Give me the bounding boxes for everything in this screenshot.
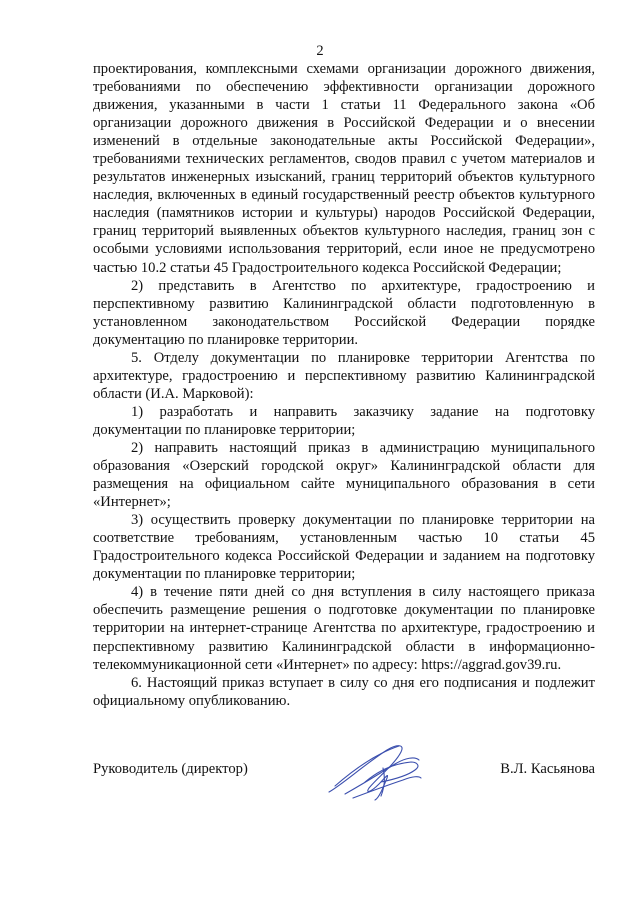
paragraph-section-5: 5. Отделу документации по планировке территории Агентства по архитектуре, градостроению и перспективному развитию Калининградской области (И.А. Марковой):: [93, 349, 595, 402]
paragraph-item-5-4: 4) в течение пяти дней со дня вступления в силу настоящего приказа обеспечить размещение решения о подготовке документации по планировке территории на интернет-странице Агентства по архитектуре, градостроению и перспективному развитию Калининградской области в информационно-телекоммуникационной сети «Интернет» по адресу: https://aggrad.gov39.ru.: [93, 584, 595, 673]
signatory-name: В.Л. Касьянова: [500, 761, 595, 777]
paragraph-item-4-2: 2) представить в Агентство по архитектуре, градостроению и перспективному развитию Калининградской области подготовленную в установленном законодательством Российской Федерации порядке документацию по планировке территории.: [93, 277, 595, 348]
page-number: 2: [316, 43, 324, 59]
paragraph-item-5-1: 1) разработать и направить заказчику задание на подготовку документации по планировке территории;: [93, 403, 595, 438]
paragraph-item-5-2: 2) направить настоящий приказ в администрацию муниципального образования «Озерский городской округ» Калининградской области для размещения на официальном сайте муниципального образования в сети «Интернет»;: [93, 439, 595, 511]
document-body: [93, 60, 595, 710]
paragraph-item-5-3: 3) осуществить проверку документации по планировке территории на соответствие требованиям, установленным частью 10 статьи 45 Градостроительного кодекса Российской Федерации и заданием на подготовку документации по планировке территории;: [93, 512, 595, 583]
signature-block: [93, 742, 595, 812]
paragraph-continuation: проектирования, комплексными схемами организации дорожного движения, требованиями по обеспечению эффективности организации дорожного движения, указанными в части 1 статьи 11 Федерального закона «Об организации дорожного движения в Российской Федерации и о внесении изменений в отдельные законодательные акты Российской Федерации», требованиями технических регламентов, сводов правил с учетом материалов и результатов инженерных изысканий, границ территорий объектов культурного наследия, включенных в единый государственный реестр объектов культурного наследия (памятников истории и культуры) народов Российской Федерации, границ территорий выявленных объектов культурного наследия, границ зон с особыми условиями использования территорий, если иное не предусмотрено частью 10.2 статьи 45 Градостроительного кодекса Российской Федерации;: [93, 61, 595, 276]
signatory-role: Руководитель (директор): [93, 761, 248, 777]
handwritten-signature-icon: [325, 742, 425, 804]
paragraph-section-6: 6. Настоящий приказ вступает в силу со дня его подписания и подлежит официальному опубликованию.: [93, 674, 595, 709]
